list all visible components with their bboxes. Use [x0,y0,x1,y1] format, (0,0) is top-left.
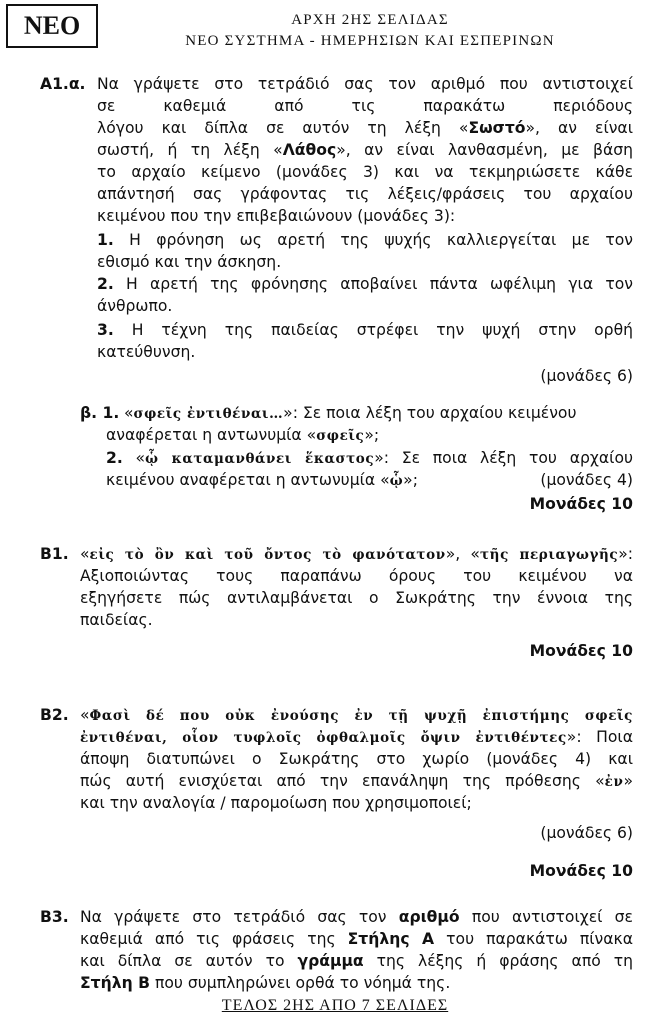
b3-line4: Στήλη Β που συμπληρώνει ορθά το νόημά της. [80,974,451,992]
a1b-units: (μονάδες 4) [540,471,633,489]
a1b-total: Μονάδες 10 [529,495,633,513]
b1-total: Μονάδες 10 [529,642,633,660]
b1-line1: «εἰς τὸ ὂν καὶ τοῦ ὄντος τὸ φανότατον», «τῆς περιαγωγῆς»: [80,545,633,563]
b2-line5: και την αναλογία / παρομοίωση που χρησιμοποιεί; [80,794,472,812]
a1a-line4: σωστή, ή τη λέξη «Λάθος», αν είναι λανθασμένη, με βάση [97,141,633,159]
a1b-q1: «σφεῖς ἐντιθέναι…»: Σε ποια λέξη του αρχαίου κειμένου [124,404,577,422]
b2-line1: «Φασὶ δέ που οὐκ ἐνούσης ἐν τῇ ψυχῇ ἐπιστήμης σφεῖς [80,706,633,724]
question-label-a1a: Α1.α. [40,75,86,93]
a1a-line7: κειμένου που την επιβεβαιώνουν (μονάδες 3): [97,207,456,225]
a1a-item2-cont: άνθρωπο. [97,297,173,315]
question-label-b1: Β1. [40,545,69,563]
question-label-b3: Β3. [40,908,69,926]
b1-line2: Αξιοποιώντας τους παραπάνω όρους του κειμένου να [80,567,633,585]
question-label-b2: Β2. [40,706,69,724]
neo-badge: ΝΕΟ [6,4,98,48]
a1a-line5: το αρχαίο κείμενο (μονάδες 3) και να τεκμηριώσετε κάθε [97,163,633,181]
b1-line4: παιδείας. [80,611,153,629]
a1a-units: (μονάδες 6) [540,367,633,385]
a1b-q2: 2. «ᾧ καταμανθάνει ἕκαστος»: Σε ποια λέξη του αρχαίου [106,449,634,467]
page-header-line1: ΑΡΧΗ 2ΗΣ ΣΕΛΙΔΑΣ [291,12,449,28]
b1-line3: εξηγήσετε πώς αντιλαμβάνεται ο Σωκράτης την έννοια της [80,589,633,607]
a1a-line3: λόγου και δίπλα σε αυτόν τη λέξη «Σωστό», αν είναι [97,119,633,137]
b2-line3: άποψη διατυπώνει ο Σωκράτης στο χωρίο (μονάδες 4) και [80,750,633,768]
b2-total: Μονάδες 10 [529,862,633,880]
a1a-item2: 2. Η αρετή της φρόνησης αποβαίνει πάντα ωφέλιμη για τον [97,275,633,293]
a1a-line6: απάντησή σας γράφοντας τις λέξεις/φράσεις του αρχαίου [97,185,633,203]
a1a-item1: 1. Η φρόνηση ως αρετή της ψυχής καλλιεργείται με τον [97,231,633,249]
b2-line4: πώς αυτή ενισχύεται από την επανάληψη της πρόθεσης «ἐν» [80,772,633,790]
a1a-item3-cont: κατεύθυνση. [97,343,196,361]
a1a-item3: 3. Η τέχνη της παιδείας στρέφει την ψυχή στην ορθή [97,321,633,339]
page-footer: ΤΕΛΟΣ 2ΗΣ ΑΠΟ 7 ΣΕΛΙΔΕΣ [221,997,449,1014]
page-header-line2: ΝΕΟ ΣΥΣΤΗΜΑ - ΗΜΕΡΗΣΙΩΝ ΚΑΙ ΕΣΠΕΡΙΝΩΝ [185,33,555,49]
question-label-a1b: β. 1. [80,404,120,422]
b3-line2: καθεμιά από τις φράσεις της Στήλης Α του παρακάτω πίνακα [80,930,633,948]
a1a-line1: Να γράψετε στο τετράδιό σας τον αριθμό που αντιστοιχεί [97,75,633,93]
b2-line2: ἐντιθέναι, οἷον τυφλοῖς ὀφθαλμοῖς ὄψιν ἐντιθέντες»: Ποια [80,728,633,746]
a1a-line2: σε καθεμιά από τις παρακάτω περιόδους [97,97,633,115]
a1b-q1-cont: αναφέρεται η αντωνυμία «σφεῖς»; [106,426,380,444]
a1b-q2-cont: κειμένου αναφέρεται η αντωνυμία «ᾧ»; [106,471,418,489]
b2-units: (μονάδες 6) [540,824,633,842]
a1a-item1-cont: εθισμό και την άσκηση. [97,253,282,271]
b3-line3: και δίπλα σε αυτόν το γράμμα της λέξης ή φράσης από τη [80,952,633,970]
b3-line1: Να γράψετε στο τετράδιό σας τον αριθμό που αντιστοιχεί σε [80,908,633,926]
